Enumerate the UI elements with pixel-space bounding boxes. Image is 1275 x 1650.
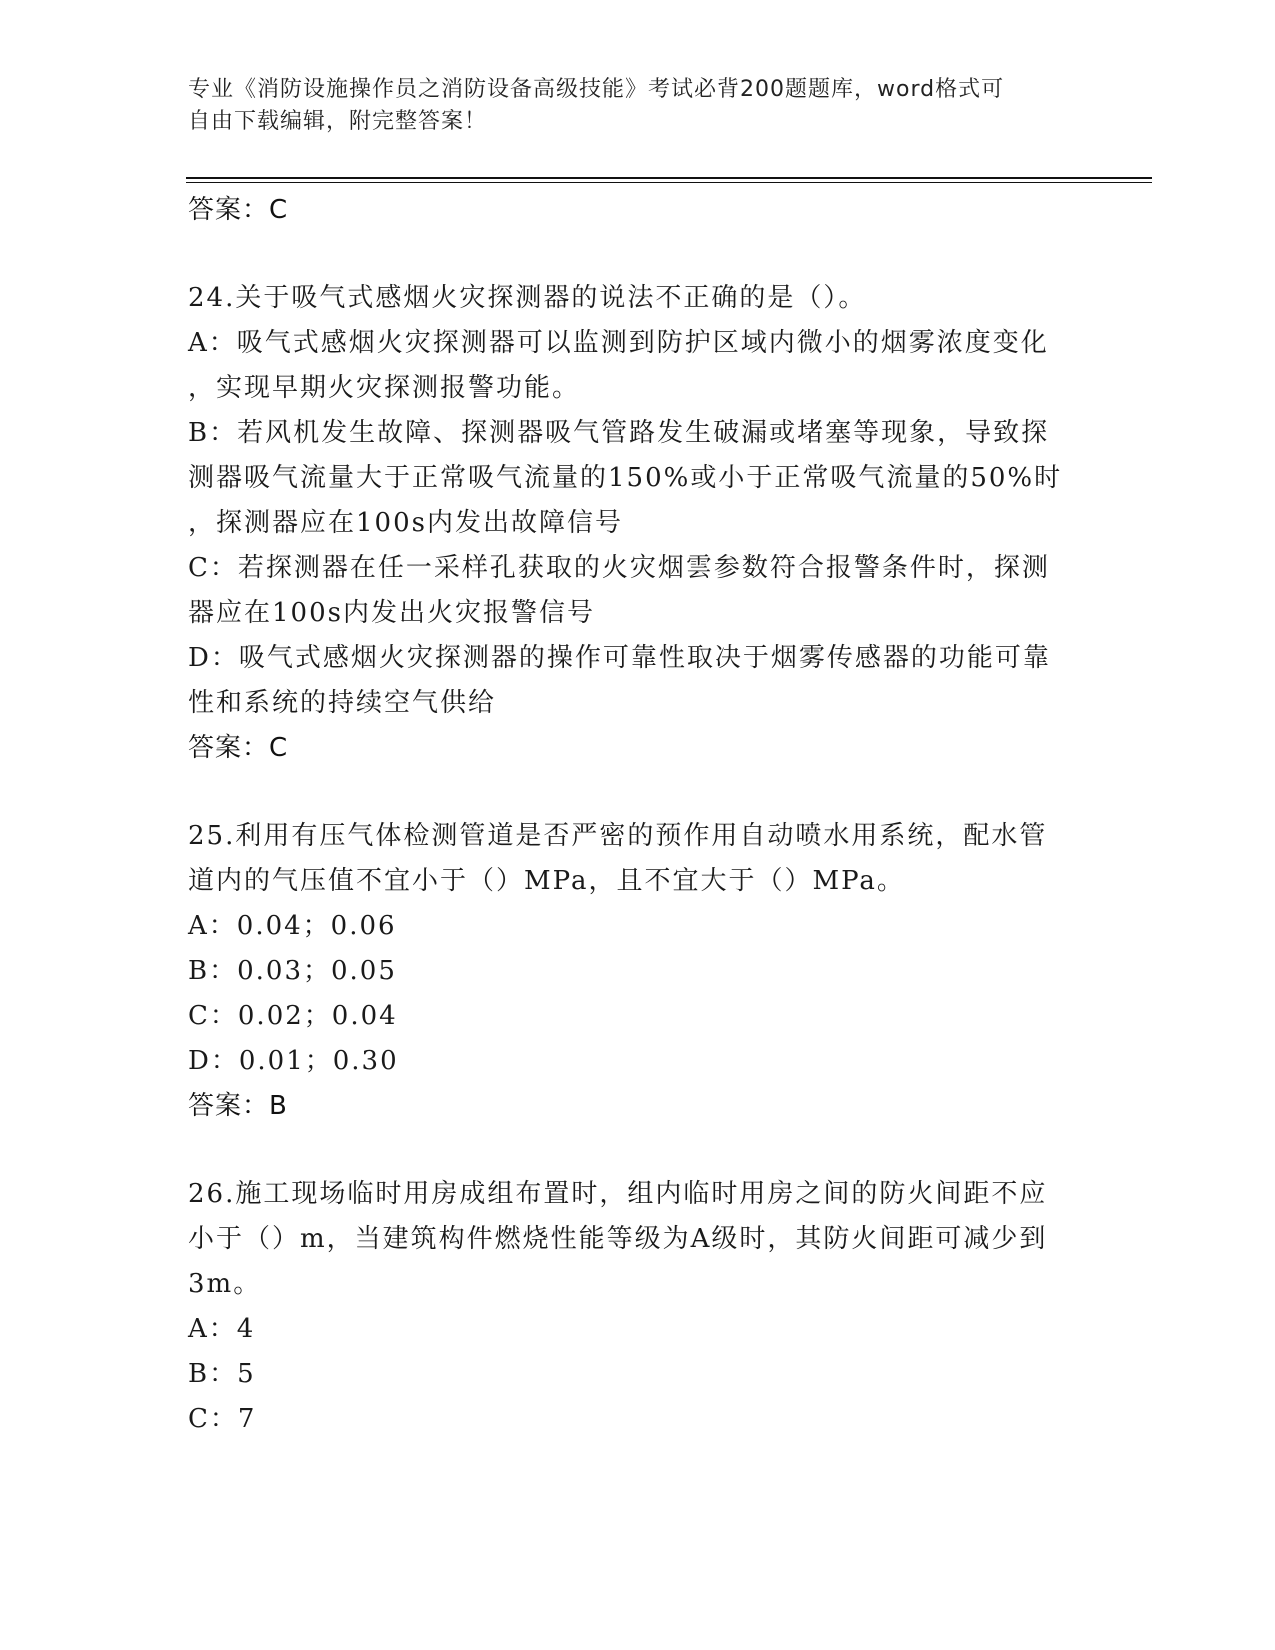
option-d: D：吸气式感烟火灾探测器的操作可靠性取决于烟雾传感器的功能可靠 [188,643,1051,673]
question-stem-cont: 道内的气压值不宜小于（）MPa，且不宜大于（）MPa。 [188,866,905,896]
option-b: B：5 [188,1359,256,1389]
question-26 [188,1172,1078,1442]
header-line-1: 专业《消防设施操作员之消防设备高级技能》考试必背200题题库，word格式可 [188,77,1005,102]
spacer [188,771,1078,814]
option-b-cont: 测器吸气流量大于正常吸气流量的150%或小于正常吸气流量的50%时 [188,463,1063,493]
spacer [188,233,1078,276]
question-stem-cont-2: 3m。 [188,1269,262,1299]
option-a: A：吸气式感烟火灾探测器可以监测到防护区域内微小的烟雾浓度变化 [188,328,1049,358]
question-stem: 25.利用有压气体检测管道是否严密的预作用自动喷水用系统，配水管 [188,821,1048,851]
question-stem-cont: 小于（）m，当建筑构件燃烧性能等级为A级时，其防火间距可减少到 [188,1224,1048,1254]
question-stem: 24.关于吸气式感烟火灾探测器的说法不正确的是（）。 [188,283,867,313]
page-header [188,74,1068,138]
option-c: C：0.02；0.04 [188,1001,398,1031]
option-d: D：0.01；0.30 [188,1046,399,1076]
question-stem: 26.施工现场临时用房成组布置时，组内临时用房之间的防火间距不应 [188,1179,1048,1209]
question-24 [188,276,1078,771]
question-25 [188,814,1078,1129]
question-content [188,188,1078,1442]
option-b: B：0.03；0.05 [188,956,397,986]
answer-line: 答案：B [188,1091,288,1121]
spacer [188,1129,1078,1172]
option-b-cont-2: ，探测器应在100s内发出故障信号 [188,508,623,538]
option-c-cont: 器应在100s内发出火灾报警信号 [188,598,595,628]
header-rule-thick [186,177,1152,179]
option-c: C：若探测器在任一采样孔获取的火灾烟雲参数符合报警条件时，探测 [188,553,1050,583]
option-a: A：4 [188,1314,256,1344]
option-a: A：0.04；0.06 [188,911,397,941]
option-d-cont: 性和系统的持续空气供给 [188,688,497,718]
option-b: B：若风机发生故障、探测器吸气管路发生破漏或堵塞等现象，导致探 [188,418,1050,448]
header-rule-thin [186,182,1152,183]
answer-line: 答案：C [188,733,289,763]
header-line-2: 自由下载编辑，附完整答案！ [188,109,488,134]
option-c: C：7 [188,1404,257,1434]
answer-line: 答案：C [188,195,289,225]
option-a-cont: ，实现早期火灾探测报警功能。 [188,373,581,403]
